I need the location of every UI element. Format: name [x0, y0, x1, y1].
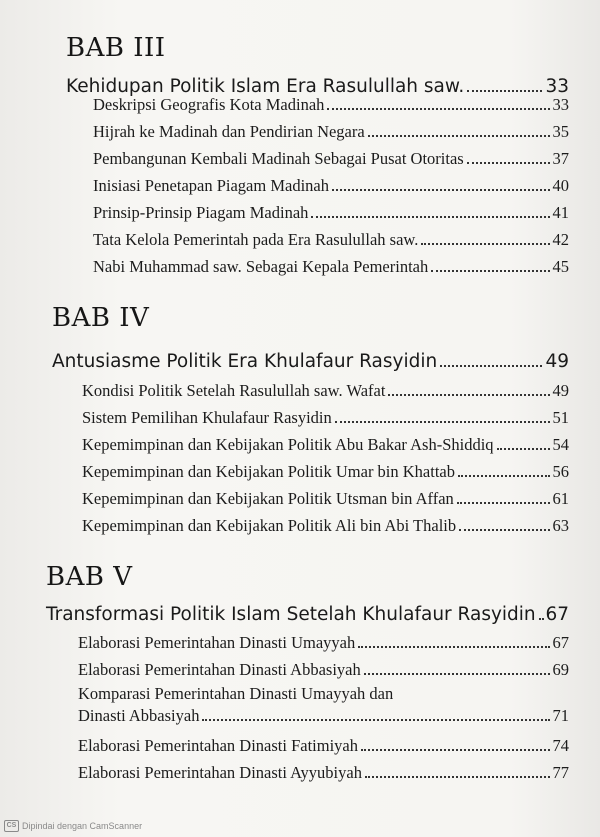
toc-entry-line1: Komparasi Pemerintahan Dinasti Umayyah dan: [78, 684, 394, 703]
toc-entry[interactable]: [93, 199, 569, 223]
dot-leader: [202, 719, 549, 721]
toc-entry-text: Elaborasi Pemerintahan Dinasti Umayyah: [78, 633, 356, 652]
dot-leader: [459, 529, 549, 531]
page-number: 42: [552, 230, 569, 249]
dot-leader: [467, 162, 550, 164]
dot-leader: [388, 394, 549, 396]
dot-leader: [539, 618, 543, 620]
toc-entry[interactable]: [93, 226, 569, 250]
toc-entry-text: Nabi Muhammad saw. Sebagai Kepala Pemerintah: [93, 257, 429, 276]
page-number: 40: [552, 176, 569, 195]
toc-entry[interactable]: [93, 253, 569, 277]
chapter-4-title-row[interactable]: [52, 348, 569, 372]
page-number: 61: [552, 489, 569, 508]
dot-leader: [421, 243, 549, 245]
page-number: 49: [545, 351, 569, 372]
toc-entry-text: Kepemimpinan dan Kebijakan Politik Abu Bakar Ash-Shiddiq: [82, 435, 494, 454]
page-number: 56: [552, 462, 569, 481]
watermark-text: Dipindai dengan CamScanner: [22, 821, 143, 831]
page-number: 63: [552, 516, 569, 535]
toc-entry-text: Elaborasi Pemerintahan Dinasti Fatimiyah: [78, 736, 358, 755]
chapter-4-heading: BAB IV: [52, 303, 150, 333]
toc-entry-text: Elaborasi Pemerintahan Dinasti Ayyubiyah: [78, 763, 362, 782]
toc-entry[interactable]: [82, 404, 569, 428]
toc-entry-text: Kepemimpinan dan Kebijakan Politik Utsman bin Affan: [82, 489, 454, 508]
page-number: 33: [552, 95, 569, 114]
dot-leader: [361, 749, 550, 751]
toc-entry[interactable]: [93, 172, 569, 196]
toc-entry[interactable]: [78, 656, 569, 680]
toc-entry-text: Inisiasi Penetapan Piagam Madinah: [93, 176, 329, 195]
page-number: 54: [552, 435, 569, 454]
dot-leader: [457, 502, 550, 504]
toc-entry[interactable]: [82, 485, 569, 509]
page-number: 37: [552, 149, 569, 168]
toc-entry[interactable]: [78, 759, 569, 783]
dot-leader: [327, 108, 549, 110]
chapter-3-heading: BAB III: [66, 33, 166, 63]
toc-entry-text: Deskripsi Geografis Kota Madinah: [93, 95, 325, 114]
toc-entry[interactable]: [82, 512, 569, 536]
dot-leader: [332, 189, 550, 191]
toc-entry[interactable]: [93, 145, 569, 169]
dot-leader: [368, 135, 550, 137]
toc-entry[interactable]: [82, 458, 569, 482]
chapter-5-heading: BAB V: [46, 562, 133, 592]
page-number: 77: [552, 763, 569, 782]
toc-entry[interactable]: [82, 377, 569, 401]
toc-entry-text: Pembangunan Kembali Madinah Sebagai Pusat Otoritas: [93, 149, 464, 168]
page-number: 74: [552, 736, 569, 755]
dot-leader: [365, 776, 550, 778]
chapter-5-title-row[interactable]: [46, 601, 569, 625]
toc-entry[interactable]: [78, 629, 569, 653]
page-number: 33: [545, 76, 569, 97]
dot-leader: [431, 270, 549, 272]
toc-entry[interactable]: [78, 732, 569, 756]
toc-entry-text: Kepemimpinan dan Kebijakan Politik Umar bin Khattab: [82, 462, 455, 481]
toc-entry[interactable]: [93, 91, 569, 115]
toc-entry[interactable]: [78, 702, 569, 726]
toc-entry-text: Dinasti Abbasiyah: [78, 706, 200, 725]
camscanner-logo-icon: CS: [4, 820, 19, 832]
toc-entry-text: Kepemimpinan dan Kebijakan Politik Ali bin Abi Thalib: [82, 516, 457, 535]
page-number: 67: [545, 604, 569, 625]
page-number: 35: [552, 122, 569, 141]
page-number: 71: [552, 706, 569, 725]
toc-entry-text: Kehidupan Politik Islam Era Rasulullah saw.: [66, 76, 465, 97]
toc-entry[interactable]: [93, 118, 569, 142]
page-number: 69: [552, 660, 569, 679]
toc-entry-text: Sistem Pemilihan Khulafaur Rasyidin: [82, 408, 332, 427]
toc-entry-text: Antusiasme Politik Era Khulafaur Rasyidin: [52, 351, 438, 372]
page-number: 51: [552, 408, 569, 427]
page-number: 41: [552, 203, 569, 222]
dot-leader: [497, 448, 550, 450]
dot-leader: [458, 475, 550, 477]
scanner-watermark: [4, 820, 142, 832]
page-number: 45: [552, 257, 569, 276]
toc-entry-text: Kondisi Politik Setelah Rasulullah saw. Wafat: [82, 381, 386, 400]
page-number: 49: [552, 381, 569, 400]
dot-leader: [358, 646, 549, 648]
toc-entry-text: Transformasi Politik Islam Setelah Khulafaur Rasyidin: [46, 604, 536, 625]
dot-leader: [440, 365, 542, 367]
toc-entry-text: Prinsip-Prinsip Piagam Madinah: [93, 203, 309, 222]
page-number: 67: [552, 633, 569, 652]
toc-entry-text: Elaborasi Pemerintahan Dinasti Abbasiyah: [78, 660, 361, 679]
dot-leader: [364, 673, 550, 675]
toc-entry[interactable]: [82, 431, 569, 455]
dot-leader: [335, 421, 550, 423]
toc-entry-text: Hijrah ke Madinah dan Pendirian Negara: [93, 122, 365, 141]
toc-entry-text: Tata Kelola Pemerintah pada Era Rasulullah saw.: [93, 230, 419, 249]
dot-leader: [311, 216, 549, 218]
